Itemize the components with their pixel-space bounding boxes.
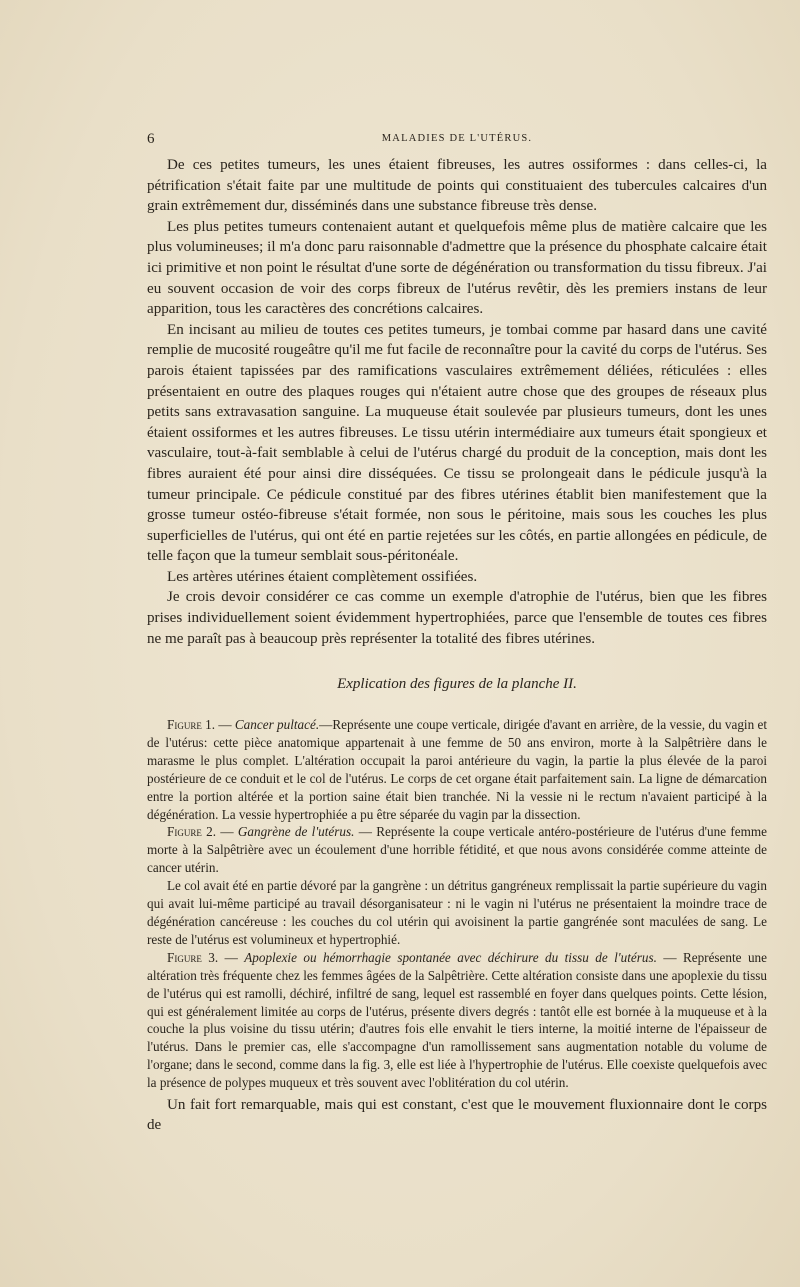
plate-number: II. (563, 676, 577, 692)
page-number: 6 (147, 131, 155, 147)
paragraph: En incisant au milieu de toutes ces petites tumeurs, je tombai comme par hasard dans une cavité remplie de mucosité rougeâtre qu'il me fut facile de reconnaître pour la cavité du corps de l'utérus. Ses parois étaient tapissées par des ramifications vasculaires extrêmement déliées, réticulées : elles présentaient en outre des plaques rouges qui n'étaient autre chose que des groupes de réseaux plus petits sans extravasation sanguine. La muqueuse était soulevée par plusieurs tumeurs, dont les unes étaient ossiformes et les autres fibreuses. Le tissu utérin intermédiaire aux tumeurs était spongieux et vasculaire, tout-à-fait semblable à celui de l'utérus chargé du produit de la conception, mais dont les fibres auraient été pour ainsi dire disséquées. Ce tissu se prolongeait dans le pédicule jusqu'à la tumeur principale. Ce pédicule constitué par des fibres utérines établit bien manifestement que la grosse tumeur ostéo-fibreuse s'était formée, non sous le péritoine, mais sous les couches les plus superficielles de l'utérus, qui ont été en partie rejetées sur les côtés, en partie allongées en pédicule, de telle façon que la tumeur semblait sous-péritonéale. (147, 321, 767, 565)
body-text (147, 155, 767, 649)
figure-explanations (147, 716, 767, 1092)
figure-2-entry: Figure 2. — Gangrène de l'utérus. — Représente la coupe verticale antéro-postérieure de l'utérus d'une femme morte à la Salpêtrière avec un écoulement d'une horrible fétidité, et que nous avons considérée comme atteinte de cancer utérin. (147, 824, 768, 876)
figure-label: Figure 2. (167, 824, 217, 840)
section-title (147, 676, 767, 693)
closing-text (147, 1095, 767, 1135)
figure-description: — Représente une altération très fréquente chez les femmes âgées de la Salpêtrière. Cette altération consiste dans une apoplexie du tissu de l'utérus qui est ramolli, déchiré, infiltré de sang, lequel est rassemblé en foyer dans quelques points. Cette lésion, qui est généralement limitée au corps de l'utérus, présente divers degrés : tantôt elle est bornée à la muqueuse et à la couche la plus voisine du tissu utérin; d'autres fois elle envahit le tiers interne, la moitié interne de l'épaisseur de l'utérus. Dans le premier cas, elle s'accompagne d'un ramollissement sans augmentation notable du volume de l'organe; dans le second, comme dans la fig. 3, elle est liée à l'hypertrophie de l'utérus. Elle coexiste quelquefois avec la présence de polypes muqueux et très souvent avec l'oblitération du col utérin. (147, 949, 767, 1091)
page-header (147, 131, 767, 153)
paragraph: Un fait fort remarquable, mais qui est constant, c'est que le mouvement fluxionnaire dont le corps de (147, 1097, 767, 1133)
paragraph: Les artères utérines étaient complètement ossifiées. (167, 568, 478, 585)
figure-description: — Représente la coupe verticale antéro-postérieure de l'utérus d'une femme morte à la Salpêtrière avec un écoulement d'une horrible fétidité, et que nous avons considérée comme atteinte de cancer utérin. (147, 824, 768, 876)
figure-label: Figure 1. (167, 717, 216, 732)
figure-1-entry: Figure 1. — Cancer pultacé.—Représente une coupe verticale, dirigée d'avant en arrière, de la vessie, du vagin et de l'utérus: cette pièce anatomique appartenait à une femme de 50 ans environ, morte à la Salpêtrière dans le marasme le plus complet. L'altération occupait la paroi antérieure du vagin, la partie la plus élevée de la paroi postérieure de ce conduit et le col de l'utérus. Le corps de cet organe était parfaitement sain. La ligne de démarcation entre la portion altérée et la portion saine était bien tranchée. Ni la vessie ni le rectum n'avaient participé à la dégénération. La vessie hypertrophiée a pu être séparée du vagin par la dissection. (147, 717, 768, 822)
figure-description: —Représente une coupe verticale, dirigée d'avant en arrière, de la vessie, du vagin et de l'utérus: cette pièce anatomique appartenait à une femme de 50 ans environ, morte à la Salpêtrière dans le marasme le plus complet. L'altération occupait la paroi antérieure du vagin, la partie la plus élevée de la paroi postérieure de ce conduit et le col de l'utérus. Le corps de cet organe était parfaitement sain. La ligne de démarcation entre la portion altérée et la portion saine était bien tranchée. Ni la vessie ni le rectum n'avaient participé à la dégénération. La vessie hypertrophiée a pu être séparée du vagin par la dissection. (147, 717, 768, 822)
paragraph: Les plus petites tumeurs contenaient autant et quelquefois même plus de matière calcaire que les plus volumineuses; il m'a donc paru raisonnable d'admettre que la présence du phosphate calcaire était ici primitive et non point le résultat d'une sorte de dégénération ou transformation du tissu fibreux. J'ai eu souvent occasion de voir des corps fibreux de l'utérus revêtir, dès les premiers instans de leur apparition, tous les caractères des concrétions calcaires. (147, 218, 767, 318)
paragraph: Je crois devoir considérer ce cas comme un exemple d'atrophie de l'utérus, bien que les fibres prises individuellement soient évidemment hypertrophiées, parce que l'ensemble de toutes ces fibres ne me paraît pas à beaucoup près représenter la totalité des fibres utérines. (147, 589, 767, 647)
figure-2-continuation: Le col avait été en partie dévoré par la gangrène : un détritus gangréneux remplissait la partie supérieure du vagin qui avait lui-même participé au travail désorganisateur : ni le vagin ni l'utérus ne présentaient la moindre trace de dégénération cancéreuse : les couches du col utérin qui avoisinent la partie gangrénée sont maculées de sang. Le reste de l'utérus est volumineux et hypertrophié. (147, 878, 767, 947)
figure-title: Gangrène de l'utérus. (237, 824, 355, 840)
figure-3-entry: Figure 3. — Apoplexie ou hémorrhagie spontanée avec déchirure du tissu de l'utérus. — Représente une altération très fréquente chez les femmes âgées de la Salpêtrière. Cette altération consiste dans une apoplexie du tissu de l'utérus qui est ramolli, déchiré, infiltré de sang, lequel est rassemblé en foyer dans quelques points. Cette lésion, qui est généralement limitée au corps de l'utérus, présente divers degrés : tantôt elle est bornée à la muqueuse et à la couche la plus voisine du tissu utérin; d'autres fois elle envahit le tiers interne, la moitié interne de l'épaisseur de l'utérus. Dans le premier cas, elle s'accompagne d'un ramollissement sans augmentation notable du volume de l'organe; dans le second, comme dans la fig. 3, elle est liée à l'hypertrophie de l'utérus. Elle coexiste quelquefois avec la présence de polypes muqueux et très souvent avec l'oblitération du col utérin. (147, 949, 767, 1091)
section-title-text: Explication des figures de la planche (337, 676, 564, 692)
running-head: MALADIES DE L'UTÉRUS. (381, 133, 533, 144)
figure-title: Cancer pultacé. (234, 717, 320, 732)
figure-title: Apoplexie ou hémorrhagie spontanée avec déchirure du tissu de l'utérus. (244, 949, 657, 965)
figure-label: Figure 3. (167, 949, 219, 965)
paragraph: De ces petites tumeurs, les unes étaient fibreuses, les autres ossiformes : dans celles-ci, la pétrification s'était faite par une multitude de points qui constituaient des tubercules calcaires d'un grain extrêmement dur, disséminés dans une substance fibreuse très dense. (147, 157, 767, 215)
